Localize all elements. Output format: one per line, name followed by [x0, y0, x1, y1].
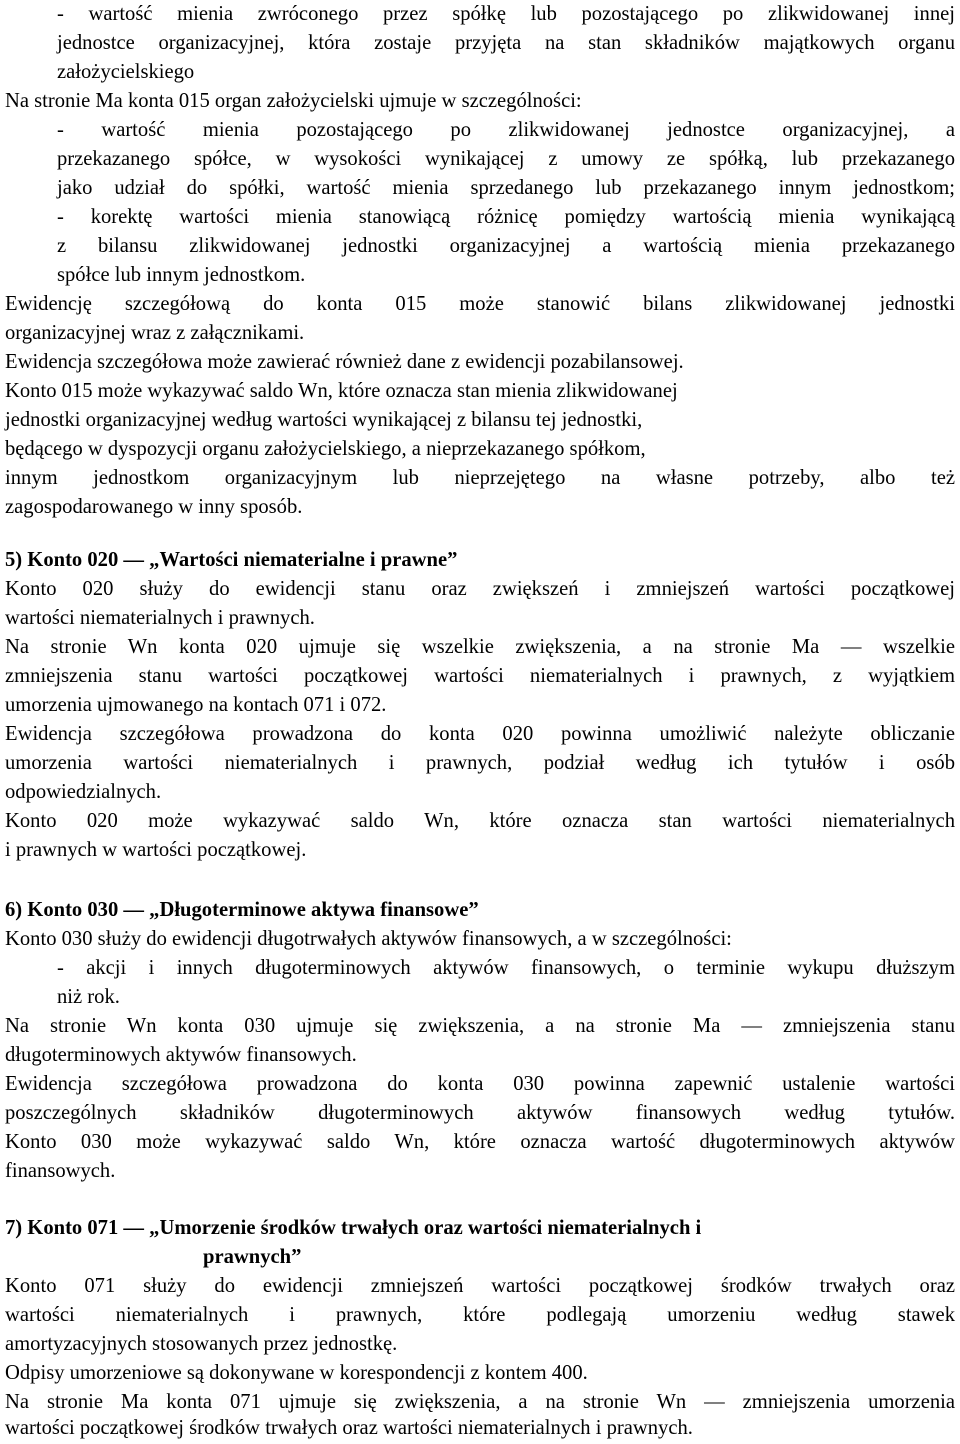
text-line: będącego w dyspozycji organu założycielskiego, a nieprzekazanego spółkom, [5, 438, 646, 460]
text-line: wartości niematerialnych i prawnych. [5, 607, 315, 629]
text-line: - korektę wartości mienia stanowiącą różnicę pomiędzy wartością mienia wynikającą [57, 206, 955, 228]
text-line: Konto 015 może wykazywać saldo Wn, które oznacza stan mienia zlikwidowanej [5, 380, 678, 402]
text-line: z bilansu zlikwidowanej jednostki organizacyjnej a wartością mienia przekazanego [57, 235, 955, 257]
text-line: Konto 020 może wykazywać saldo Wn, które oznacza stan wartości niematerialnych [5, 810, 955, 832]
text-line: wartości początkowej środków trwałych oraz wartości niematerialnych i prawnych. [5, 1417, 693, 1439]
text-line: zmniejszenia stanu wartości początkowej wartości niematerialnych i prawnych, z wyjątkiem [5, 665, 955, 687]
text-line: umorzenia ujmowanego na kontach 071 i 072. [5, 694, 387, 716]
text-line: Ewidencja szczegółowa prowadzona do konta 030 powinna zapewnić ustalenie wartości [5, 1073, 955, 1095]
text-line: - wartość mienia zwróconego przez spółkę lub pozostającego po zlikwidowanej innej [57, 3, 955, 25]
text-line: niż rok. [57, 986, 120, 1008]
text-line: poszczególnych składników długoterminowych aktywów finansowych według tytułów. [5, 1102, 955, 1124]
text-line: innym jednostkom organizacyjnym lub nieprzejętego na własne potrzeby, albo też [5, 467, 955, 489]
text-line: Konto 030 służy do ewidencji długotrwałych aktywów finansowych, a w szczególności: [5, 928, 732, 950]
section-heading: 7) Konto 071 — „Umorzenie środków trwałych oraz wartości niematerialnych i [5, 1217, 702, 1239]
text-line: odpowiedzialnych. [5, 781, 162, 803]
text-line: wartości niematerialnych i prawnych, które podlegają umorzeniu według stawek [5, 1304, 955, 1326]
section-heading: 6) Konto 030 — „Długoterminowe aktywa finansowe” [5, 899, 479, 921]
section-heading: 5) Konto 020 — „Wartości niematerialne i prawne” [5, 549, 458, 571]
text-line: Odpisy umorzeniowe są dokonywane w korespondencji z kontem 400. [5, 1362, 588, 1384]
text-line: Ewidencja szczegółowa prowadzona do konta 020 powinna umożliwić należyte obliczanie [5, 723, 955, 745]
text-line: długoterminowych aktywów finansowych. [5, 1044, 357, 1066]
text-line: Konto 030 może wykazywać saldo Wn, które oznacza wartość długoterminowych aktywów [5, 1131, 955, 1153]
text-line: - akcji i innych długoterminowych aktywów finansowych, o terminie wykupu dłuższym [57, 957, 955, 979]
text-line: amortyzacyjnych stosowanych przez jednostkę. [5, 1333, 398, 1355]
text-line: założycielskiego [57, 61, 195, 83]
text-line: i prawnych w wartości początkowej. [5, 839, 307, 861]
text-line: jednostki organizacyjnej według wartości wynikającej z bilansu tej jednostki, [5, 409, 643, 431]
text-line: Konto 020 służy do ewidencji stanu oraz zwiększeń i zmniejszeń wartości początkowej [5, 578, 955, 600]
text-line: - wartość mienia pozostającego po zlikwidowanej jednostce organizacyjnej, a [57, 119, 955, 141]
text-line: jednostce organizacyjnej, która zostaje przyjęta na stan składników majątkowych organu [57, 32, 955, 54]
text-line: Na stronie Wn konta 020 ujmuje się wszelkie zwiększenia, a na stronie Ma — wszelkie [5, 636, 955, 658]
text-line: organizacyjnej wraz z załącznikami. [5, 322, 305, 344]
text-line: Na stronie Ma konta 071 ujmuje się zwiększenia, a na stronie Wn — zmniejszenia umorzenia [5, 1391, 955, 1413]
text-line: Konto 071 służy do ewidencji zmniejszeń wartości początkowej środków trwałych oraz [5, 1275, 955, 1297]
text-line: Na stronie Wn konta 030 ujmuje się zwiększenia, a na stronie Ma — zmniejszenia stanu [5, 1015, 955, 1037]
text-line: umorzenia wartości niematerialnych i prawnych, podział według ich tytułów i osób [5, 752, 955, 774]
text-line: Ewidencja szczegółowa może zawierać również dane z ewidencji pozabilansowej. [5, 351, 684, 373]
section-heading-continuation: prawnych” [203, 1246, 302, 1268]
text-line: finansowych. [5, 1160, 116, 1182]
text-line: przekazanego spółce, w wysokości wynikającej z umowy ze spółką, lub przekazanego [57, 148, 955, 170]
text-line: zagospodarowanego w inny sposób. [5, 496, 303, 518]
text-line: jako udział do spółki, wartość mienia sprzedanego lub przekazanego innym jednostkom; [57, 177, 955, 199]
text-line: Ewidencję szczegółową do konta 015 może stanowić bilans zlikwidowanej jednostki [5, 293, 955, 315]
text-line: spółce lub innym jednostkom. [57, 264, 306, 286]
text-line: Na stronie Ma konta 015 organ założycielski ujmuje w szczególności: [5, 90, 582, 112]
